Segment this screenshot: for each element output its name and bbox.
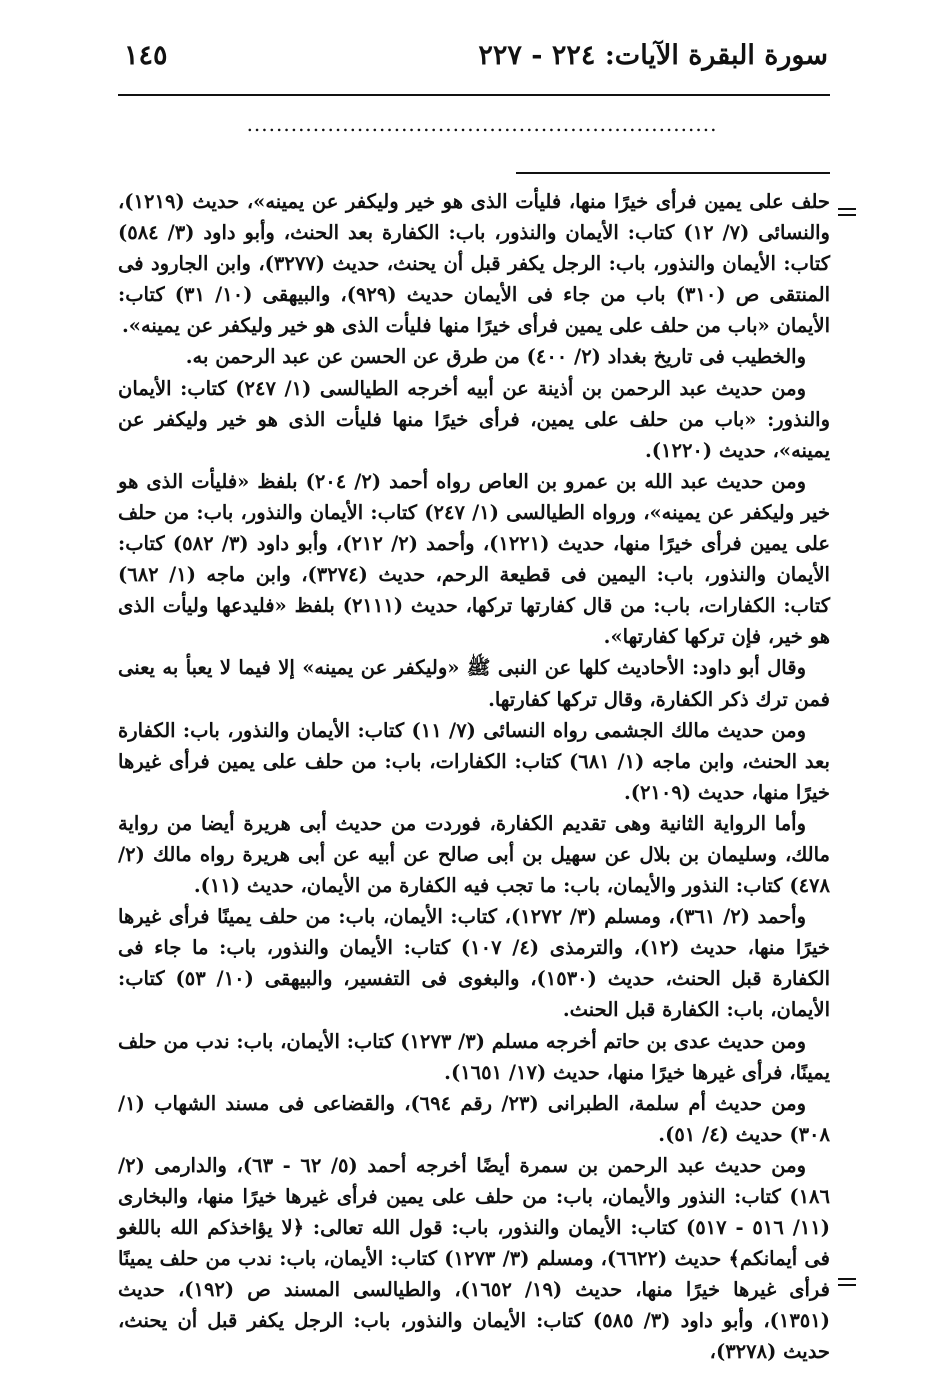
paragraph: حلف على يمين فرأى خيرًا منها، فليأت الذى هو خير وليكفر عن يمينه»، حديث (١٢١٩)، والنسائى (٧/ ١٢) كتاب: الأيمان والنذور، باب: الكفارة بعد الحنث، وأبو داود (٣/ ٥٨٤) كتاب: الأيمان والنذور، باب: الرجل يكفر قبل أن يحنث، حديث (٣٢٧٧)، وابن الجارود فى المنتقى ص (٣١٠) باب من جاء فى الأيمان حديث (٩٢٩)، والبيهقى (١٠/ ٣١) كتاب: الأيمان «باب من حلف على يمين فرأى خيرًا منها فليأت الذى هو خير وليكفر عن يمينه».	[118, 190, 830, 338]
paragraph: وأحمد (٢/ ٣٦١)، ومسلم (٣/ ١٢٧٢)، كتاب: الأيمان، باب: من حلف يمينًا فرأى غيرها خيرًا منها، حديث (١٢)، والترمذى (٤/ ١٠٧) كتاب: الأيمان والنذور، باب: ما جاء فى الكفارة قبل الحنث، حديث (١٥٣٠)، والبغوى فى التفسير، والبيهقى (١٠/ ٥٣) كتاب: الأيمان، باب: الكفارة قبل الحنث.	[118, 905, 830, 1022]
continuation-mark-top	[838, 208, 856, 220]
paragraph: ومن حديث أم سلمة، الطبرانى (٢٣/ رقم ٦٩٤)، والقضاعى فى مسند الشهاب (١/ ٣٠٨) حديث (٤/ ٥١).	[118, 1091, 830, 1146]
paragraph: ومن حديث عبد الرحمن بن سمرة أيضًا أخرجه أحمد (٥/ ٦٢ - ٦٣)، والدارمى (٢/ ١٨٦) كتاب: النذور والأيمان، باب: من حلف على يمين فرأى غيرها خيرًا منها، والبخارى (١١/ ٥١٦ - ٥١٧) كتاب: الأيمان والنذور، باب: قول الله تعالى: ﴿لا يؤاخذكم الله باللغو فى أيمانكم﴾ حديث (٦٦٢٢)، ومسلم (٣/ ١٢٧٣) كتاب: الأيمان، باب: ندب من حلف يمينًا فرأى غيرها خيرًا منها، حديث (١٩/ ١٦٥٢)، والطيالسى المسند ص (١٩٢)، حديث (١٣٥١)، وأبو داود (٣/ ٥٨٥) كتاب: الأيمان والنذور، باب: الرجل يكفر قبل أن يحنث، حديث (٣٢٧٨)،	[118, 1153, 831, 1364]
footnote-text-block	[118, 186, 830, 1368]
footnote-separator-line	[516, 172, 830, 174]
paragraph: وأما الرواية الثانية وهى تقديم الكفارة، فوردت من حديث أبى هريرة أيضا من رواية مالك، وسليمان بن بلال عن سهيل بن أبى صالح عن أبيه عن أبى هريرة رواه مالك (٢/ ٤٧٨) كتاب: النذور والأيمان، باب: ما تجب فيه الكفارة من الأيمان، حديث (١١).	[118, 811, 830, 898]
paragraph: والخطيب فى تاريخ بغداد (٢/ ٤٠٠) من طرق عن الحسن عن عبد الرحمن به.	[185, 345, 806, 369]
running-title: سورة البقرة الآيات: ٢٢٤ - ٢٢٧	[478, 40, 828, 71]
paragraph: ومن حديث عدى بن حاتم أخرجه مسلم (٣/ ١٢٧٣) كتاب: الأيمان، باب: ندب من حلف يمينًا، فرأى غيرها خيرًا منها، حديث (١٧/ ١٦٥١).	[118, 1029, 830, 1084]
page-number: ١٤٥	[124, 40, 168, 71]
paragraph: وقال أبو داود: الأحاديث كلها عن النبى ﷺ «وليكفر عن يمينه» إلا فيما لا يعبأ به يعنى فمن ترك ذكر الكفارة، وقال تركها كفارتها.	[118, 656, 830, 711]
page-header	[118, 28, 830, 96]
paragraph: ومن حديث عبد الرحمن بن أذينة عن أبيه أخرجه الطيالسى (١/ ٢٤٧) كتاب: الأيمان والنذور: «باب من حلف على يمين، فرأى خيرًا منها فليأت الذى هو خير وليكفر عن يمينه»، حديث (١٢٢٠).	[118, 376, 830, 462]
paragraph: ومن حديث عبد الله بن عمرو بن العاص رواه أحمد (٢/ ٢٠٤) بلفظ «فليأت الذى هو خير وليكفر عن يمينه»، ورواه الطيالسى (١/ ٢٤٧) كتاب: الأيمان والنذور، باب: من حلف على يمين فرأى خيرًا منها، حديث (١٢٢١)، وأحمد (٢/ ٢١٢)، وأبو داود (٣/ ٥٨٢) كتاب: الأيمان والنذور، باب: اليمين فى قطيعة الرحم، حديث (٣٢٧٤)، وابن ماجه (١/ ٦٨٢) كتاب: الكفارات، باب: من قال كفارتها تركها، حديث (٢١١١) بلفظ «فليدعها وليأت الذى هو خير، فإن تركها كفارتها».	[118, 469, 831, 649]
paragraph: ومن حديث مالك الجشمى رواه النسائى (٧/ ١١) كتاب: الأيمان والنذور، باب: الكفارة بعد الحنث، وابن ماجه (١/ ٦٨١) كتاب: الكفارات، باب: من حلف على يمين فرأى غيرها خيرًا منها، حديث (٢١٠٩).	[118, 718, 830, 804]
continuation-mark-bottom	[838, 1278, 856, 1290]
separator-dots: ................................................................	[246, 112, 718, 136]
